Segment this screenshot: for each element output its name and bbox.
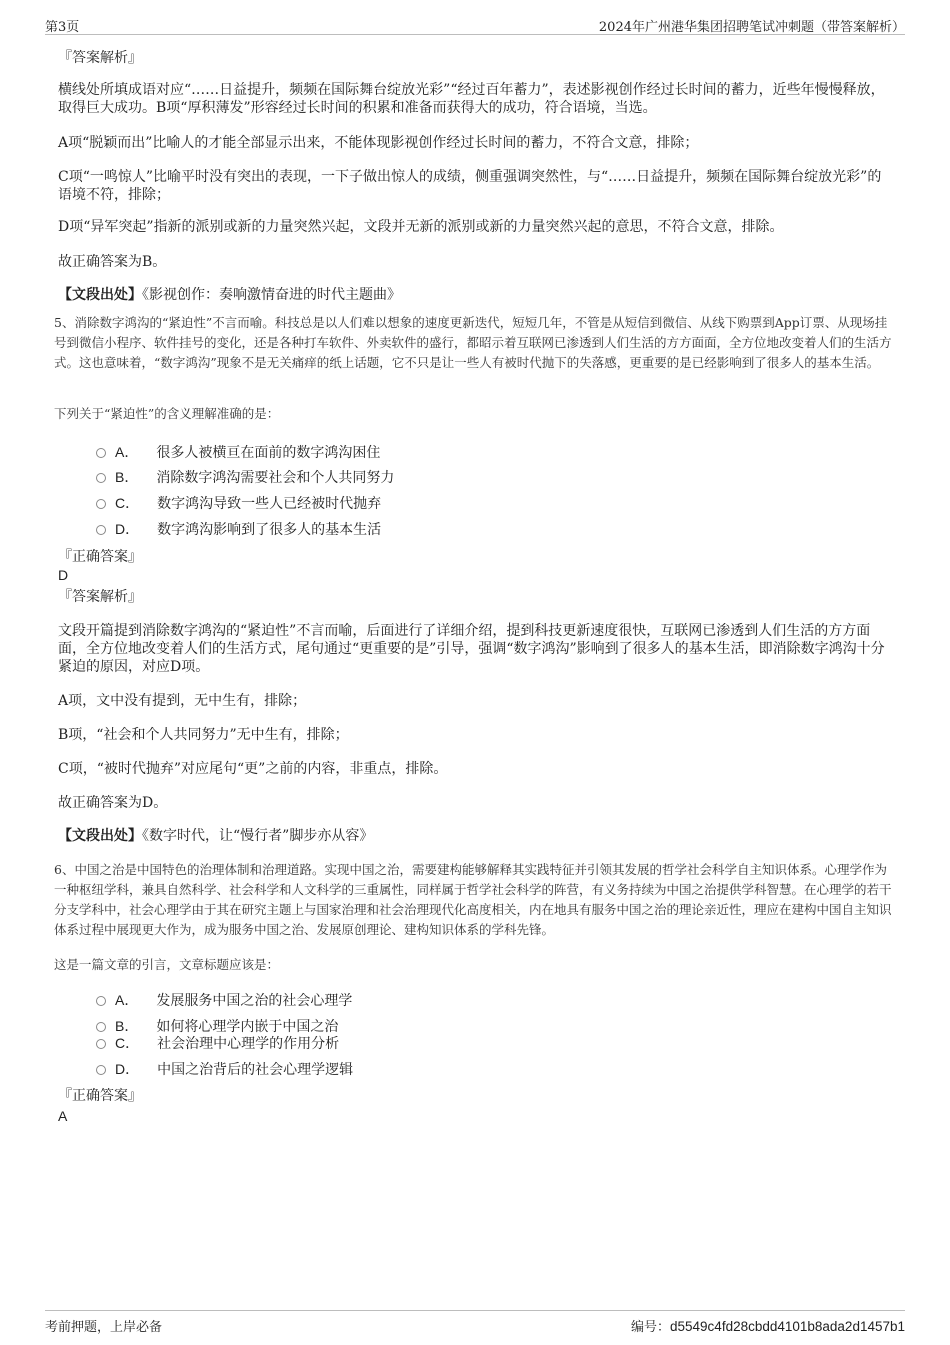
q6-option-c[interactable]: C． 社会治理中心理学的作用分析 — [96, 1034, 339, 1053]
q4-source-label: 【文段出处】 — [58, 287, 142, 303]
q5-analysis-label: 『答案解析』 — [58, 589, 142, 605]
footer-slogan: 考前押题，上岸必备 — [45, 1320, 163, 1335]
q5-source — [58, 827, 888, 845]
q6-option-a[interactable]: A． 发展服务中国之治的社会心理学 — [96, 991, 352, 1010]
q4-source-title: 《影视创作：奏响激情奋进的时代主题曲》 — [142, 287, 401, 303]
q5-analysis-p2: A项，文中没有提到，无中生有，排除； — [58, 693, 307, 709]
radio-icon[interactable] — [96, 996, 106, 1006]
q5-source-label: 【文段出处】 — [58, 828, 142, 844]
q6-answer: A — [58, 1108, 68, 1124]
q5-answer: D — [58, 567, 69, 583]
q6-option-b[interactable]: B． 如何将心理学内嵌于中国之治 — [96, 1017, 338, 1036]
q4-conclusion: 故正确答案为B。 — [58, 254, 167, 270]
radio-icon[interactable] — [96, 1065, 106, 1075]
q5-analysis-p1: 文段开篇提到消除数字鸿沟的“紧迫性”不言而喻，后面进行了详细介绍，提到科技更新速度很快，互联网已渗透到人们生活的方方面面，全方位地改变着人们的生活方式，尾句通过“更重要的是”引导，强调“数字鸿沟”影响到了很多人的基本生活，即消除数字鸿沟十分紧迫的原因，对应D项。 — [58, 623, 885, 675]
q5-option-b[interactable]: B． 消除数字鸿沟需要社会和个人共同努力 — [96, 468, 394, 487]
q5-option-d[interactable]: D． 数字鸿沟影响到了很多人的基本生活 — [96, 520, 381, 539]
q5-answer-label: 『正确答案』 — [58, 549, 142, 565]
q5-option-c[interactable]: C． 数字鸿沟导致一些人已经被时代抛弃 — [96, 494, 381, 513]
q6-passage: 6、中国之治是中国特色的治理体制和治理道路。实现中国之治，需要建构能够解释其实践特征并引领其发展的哲学社会科学自主知识体系。心理学作为一种枢纽学科，兼具自然科学、社会科学和人文科学的三重属性，同样属于哲学社会科学的阵营，有义务持续为中国之治提供学科智慧。在心理学的若干分支学科中，社会心理学由于其在研究主题上与国家治理和社会治理现代化高度相关，内在地具有服务中国之治的理论亲近性，理应在建构中国自主知识体系过程中展现更大作为，成为服务中国之治、发展原创理论、建构知识体系的学科先锋。 — [54, 862, 892, 937]
radio-icon[interactable] — [96, 499, 106, 509]
q4-analysis-label: 『答案解析』 — [58, 50, 142, 66]
q6-option-d[interactable]: D． 中国之治背后的社会心理学逻辑 — [96, 1060, 353, 1079]
q5-analysis-p4: C项，“被时代抛弃”对应尾句“更”之前的内容，非重点，排除。 — [58, 761, 448, 777]
q5-passage: 5、消除数字鸿沟的“紧迫性”不言而喻。科技总是以人们难以想象的速度更新迭代，短短几年，不管是从短信到微信、从线下购票到App订票、从现场挂号到微信小程序、软件挂号的变化，还是各种打车软件、外卖软件的盛行，都昭示着互联网已渗透到人们生活的方方面面，全方位地改变着人们的生活方式。这也意味着，“数字鸿沟”现象不是无关痛痒的纸上话题，它不只是让一些人有被时代抛下的失落感，更重要的是已经影响到了很多人的基本生活。 — [54, 315, 892, 370]
page-footer — [45, 1310, 905, 1333]
radio-icon[interactable] — [96, 525, 106, 535]
footer-code — [631, 1316, 905, 1335]
footer-code-value: d5549c4fd28cbdd4101b8ada2d1457b1 — [670, 1319, 905, 1334]
q5-prompt: 下列关于“紧迫性”的含义理解准确的是： — [54, 406, 280, 421]
radio-icon[interactable] — [96, 1022, 106, 1032]
q4-source — [58, 286, 888, 304]
q6-answer-label: 『正确答案』 — [58, 1088, 142, 1104]
page-header — [45, 14, 905, 35]
q5-option-a[interactable]: A． 很多人被横亘在面前的数字鸿沟困住 — [96, 443, 380, 462]
q5-conclusion: 故正确答案为D。 — [58, 795, 168, 811]
q5-analysis-p3: B项，“社会和个人共同努力”无中生有，排除； — [58, 727, 349, 743]
q4-analysis-p4: D项“异军突起”指新的派别或新的力量突然兴起，文段并无新的派别或新的力量突然兴起的意思，不符合文意，排除。 — [58, 219, 784, 235]
radio-icon[interactable] — [96, 473, 106, 483]
document-title: 2024年广州港华集团招聘笔试冲刺题（带答案解析） — [598, 20, 905, 35]
q4-analysis-p1: 横线处所填成语对应“……日益提升，频频在国际舞台绽放光彩”“经过百年蓄力”，表述影视创作经过长时间的蓄力，近些年慢慢释放，取得巨大成功。B项“厚积薄发”形容经过长时间的积累和准备而获得大的成功，符合语境，当选。 — [58, 82, 885, 116]
q6-prompt: 这是一篇文章的引言，文章标题应该是： — [54, 957, 280, 972]
q4-analysis-p3: C项“一鸣惊人”比喻平时没有突出的表现，一下子做出惊人的成绩，侧重强调突然性，与“……日益提升，频频在国际舞台绽放光彩”的语境不符，排除； — [58, 169, 882, 203]
radio-icon[interactable] — [96, 448, 106, 458]
q5-source-title: 《数字时代，让“慢行者”脚步亦从容》 — [142, 828, 374, 844]
radio-icon[interactable] — [96, 1039, 106, 1049]
page-number: 第3页 — [45, 20, 80, 35]
q4-analysis-p2: A项“脱颖而出”比喻人的才能全部显示出来，不能体现影视创作经过长时间的蓄力，不符合文意，排除； — [58, 135, 699, 151]
footer-code-label: 编号： — [631, 1320, 671, 1335]
